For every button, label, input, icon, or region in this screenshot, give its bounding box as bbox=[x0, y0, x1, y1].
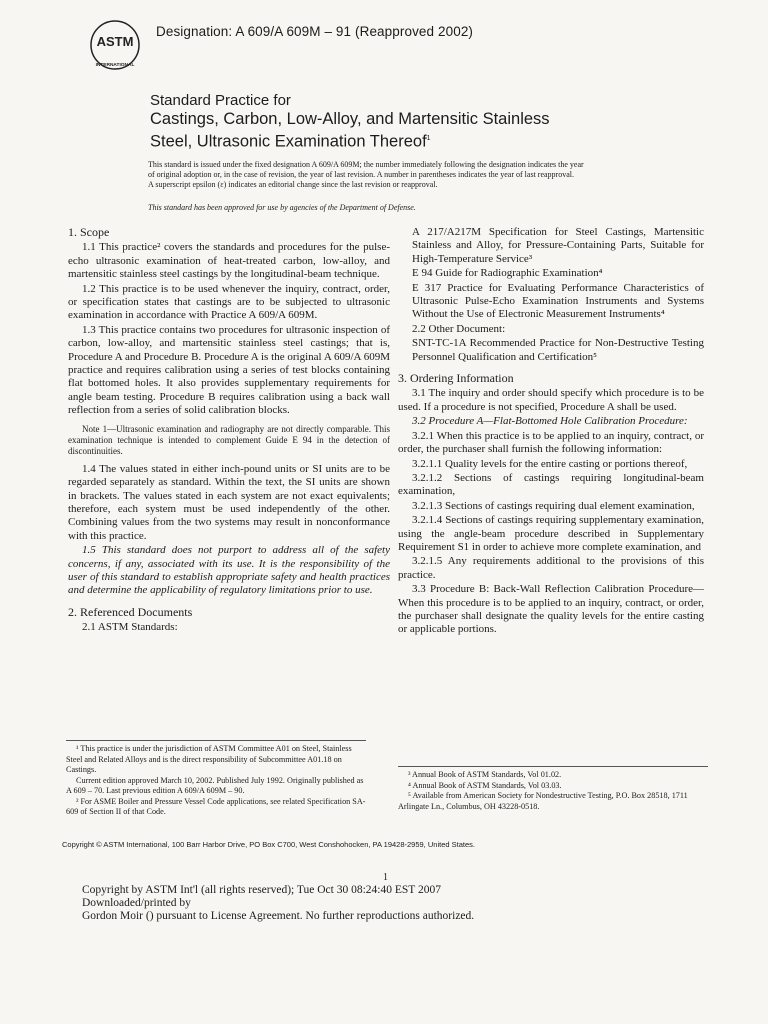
issuance-line-1: This standard is issued under the fixed designation A 609/A 609M; the number immediately following the designation indicates the year bbox=[148, 160, 584, 169]
license-line-1: Copyright by ASTM Int'l (all rights reserved); Tue Oct 30 08:24:40 EST 2007 bbox=[82, 884, 441, 896]
page-number: 1 bbox=[383, 872, 388, 883]
para-3-2-1-1: 3.2.1.1 Quality levels for the entire casting or portions thereof, bbox=[412, 457, 688, 470]
title-line-1: Standard Practice for bbox=[150, 92, 291, 109]
title-line-3-text: Steel, Ultrasonic Examination Thereof bbox=[150, 132, 427, 151]
issuance-notice bbox=[148, 160, 648, 190]
logo-text: ASTM bbox=[96, 34, 134, 49]
license-line-2: Downloaded/printed by bbox=[82, 897, 191, 909]
title-line-3: Steel, Ultrasonic Examination Thereof$^1$ bbox=[150, 132, 431, 151]
para-3-3: 3.3 Procedure B: Back-Wall Reflection Calibration Procedure—When this procedure is to be applied to an inquiry, contract, or order, the purchaser shall designate the quality levels for the entire casting or applicable portions. bbox=[398, 583, 704, 636]
para-3-1: 3.1 The inquiry and order should specify which procedure is to be used. If a procedure is not specified, Procedure A shall be used. bbox=[398, 387, 704, 413]
footnote-1-edition: Current edition approved March 10, 2002. Published July 1992. Originally published as A 609 – 70. Last previous edition A 609/A 609M – 90. bbox=[66, 775, 364, 795]
footnote-1: ¹ This practice is under the jurisdiction of ASTM Committee A01 on Steel, Stainless Steel and Related Alloys and is the direct responsibility of Subcommittee A01.18 on Castings. bbox=[66, 744, 352, 774]
ordering-heading: 3. Ordering Information bbox=[398, 371, 514, 386]
para-1-2: 1.2 This practice is to be used whenever the inquiry, contract, order, or specification states that castings are to be subjected to ultrasonic examination in accordance with Practice A 609/A 609M. bbox=[68, 282, 390, 322]
note-1: Note 1—Ultrasonic examination and radiography are not directly comparable. This examination technique is intended to complement Guide E 94 in the detection of discontinuities. bbox=[68, 423, 390, 456]
referenced-docs-heading: 2. Referenced Documents bbox=[68, 604, 193, 619]
para-2-1: 2.1 ASTM Standards: bbox=[82, 621, 178, 634]
title-block bbox=[150, 92, 670, 152]
footnotes-right bbox=[398, 766, 708, 812]
reference-a217: A 217/A217M Specification for Steel Castings, Martensitic Stainless and Alloy, for Pressure-Containing Parts, Suitable for High-Temperature Service³ bbox=[412, 226, 704, 265]
reference-e317: E 317 Practice for Evaluating Performance Characteristics of Ultrasonic Pulse-Echo Examination Instruments and Systems Without the Use of Electronic Measurement Instruments⁴ bbox=[412, 281, 704, 321]
astm-logo bbox=[86, 16, 144, 74]
reference-e94: E 94 Guide for Radiographic Examination⁴ bbox=[412, 267, 603, 280]
para-1-1: 1.1 This practice² covers the standards and procedures for the pulse-echo ultrasonic examination of heat-treated carbon, low-alloy, and martensitic stainless steel castings by the longitudinal-beam technique. bbox=[68, 241, 390, 281]
footnote-5: ⁵ Available from American Society for Nondestructive Testing, P.O. Box 28518, 1711 Arlingate Ln., Columbus, OH 43228-0518. bbox=[398, 791, 688, 811]
footnote-2: ² For ASME Boiler and Pressure Vessel Code applications, see related Specification SA-609 of Section II of that Code. bbox=[66, 796, 366, 816]
para-3-2-1-4: 3.2.1.4 Sections of castings requiring supplementary examination, using the angle-beam procedure described in Supplementary Requirement S1 in order to achieve more complete examination, and bbox=[398, 514, 704, 553]
para-3-2-1: 3.2.1 When this practice is to be applied to an inquiry, contract, or order, the purchaser shall furnish the following information: bbox=[398, 429, 704, 456]
para-1-4: 1.4 The values stated in either inch-pound units or SI units are to be regarded separately as standard. Within the text, the SI units are shown in brackets. The values stated in each system are not exact equivalents; therefore, each system must be used independently of the other. Combining values from the two systems may result in nonconformance with this practice. bbox=[68, 462, 390, 542]
designation: Designation: A 609/A 609M – 91 (Reapproved 2002) bbox=[156, 24, 474, 39]
para-3-2-1-3: 3.2.1.3 Sections of castings requiring dual element examination, bbox=[412, 499, 695, 512]
logo-subtext: INTERNATIONAL bbox=[95, 63, 135, 68]
para-3-2-1-2: 3.2.1.2 Sections of castings requiring longitudinal-beam examination, bbox=[398, 471, 704, 498]
footnote-3: ³ Annual Book of ASTM Standards, Vol 01.02. bbox=[408, 770, 562, 779]
para-1-5: 1.5 This standard does not purport to address all of the safety concerns, if any, associated with its use. It is the responsibility of the user of this standard to establish appropriate safety and health practices and determine the applicability of regulatory limitations prior to use. bbox=[68, 544, 390, 597]
para-3-2-1-5: 3.2.1.5 Any requirements additional to the provisions of this practice. bbox=[398, 555, 704, 581]
reference-snt: SNT-TC-1A Recommended Practice for Non-Destructive Testing Personnel Qualification and Certification⁵ bbox=[412, 337, 704, 363]
dod-approval: This standard has been approved for use by agencies of the Department of Defense. bbox=[148, 203, 416, 212]
scope-heading: 1. Scope bbox=[68, 225, 110, 239]
para-1-3: 1.3 This practice contains two procedures for ultrasonic inspection of carbon, low-alloy, and martensitic stainless steel castings; that is, Procedure A and Procedure B. Procedure A is the original A 609/A 609M practice and requires calibration using a series of test blocks containing flat bottomed holes. It also provides supplementary requirements for angle beam testing. Procedure B requires calibration using a back wall reflection from a series of solid calibration blocks. bbox=[68, 323, 390, 417]
footnotes-left bbox=[66, 740, 366, 818]
footnote-4: ⁴ Annual Book of ASTM Standards, Vol 03.03. bbox=[408, 780, 562, 790]
issuance-line-2: of original adoption or, in the case of revision, the year of last revision. A number in parentheses indicates the year of last reapproval. bbox=[148, 170, 574, 179]
title-line-2: Castings, Carbon, Low-Alloy, and Martensitic Stainless bbox=[150, 110, 550, 128]
license-footer bbox=[82, 884, 474, 923]
issuance-line-3: A superscript epsilon (ε) indicates an editorial change since the last revision or reapproval. bbox=[148, 180, 438, 189]
left-column bbox=[68, 226, 390, 636]
copyright-notice: Copyright © ASTM International, 100 Barr Harbor Drive, PO Box C700, West Conshohocken, PA 19428-2959, United States. bbox=[62, 840, 475, 849]
right-column bbox=[398, 226, 704, 638]
license-line-3: Gordon Moir () pursuant to License Agreement. No further reproductions authorized. bbox=[82, 910, 475, 922]
para-3-2: 3.2 Procedure A—Flat-Bottomed Hole Calibration Procedure: bbox=[412, 415, 688, 428]
para-2-2: 2.2 Other Document: bbox=[412, 322, 506, 335]
